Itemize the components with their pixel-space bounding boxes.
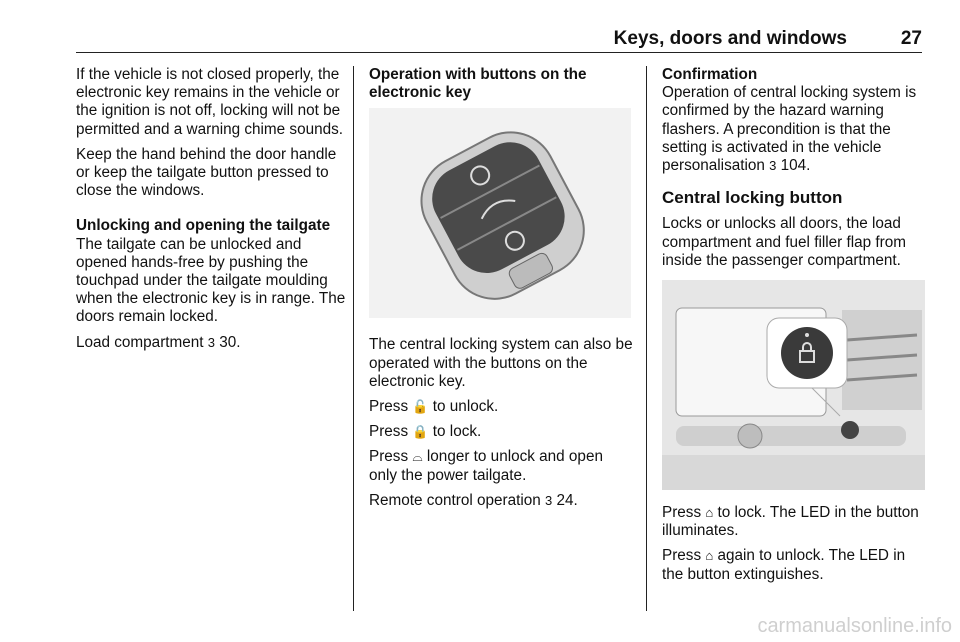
column-3 — [662, 66, 928, 591]
reference-arrow-icon: 3 — [769, 158, 777, 174]
paragraph: Operation of central locking system is confirmed by the hazard warning flashers. A precondition is that the setting is activated in the vehicle personalisation 3 104. — [662, 84, 917, 175]
paragraph: Press ⌂ again to unlock. The LED in the button extinguishes. — [662, 547, 906, 583]
reference-arrow-icon: 3 — [545, 492, 553, 508]
section-heading: Central locking button — [662, 188, 843, 208]
paragraph: Keep the hand behind the door handle or keep the tailgate button pressed to close the windows. — [76, 145, 337, 200]
paragraph: Remote control operation 3 24. — [369, 491, 578, 509]
central-lock-icon: ⌂ — [705, 505, 714, 521]
subheading: Confirmation — [662, 66, 758, 83]
car-tailgate-icon: ⌓ — [412, 449, 423, 465]
paragraph: The tailgate can be unlocked and opened hands-free by pushing the touchpad under the tailgate moulding when the electronic key is in range. The doors remain locked. — [76, 235, 346, 326]
subheading: Unlocking and opening the tailgate — [76, 217, 331, 235]
central-lock-icon: ⌂ — [705, 548, 714, 564]
unlock-icon: 🔓 — [412, 399, 429, 415]
column-divider — [353, 66, 354, 611]
electronic-key-illustration — [369, 108, 631, 318]
lock-icon: 🔒 — [412, 424, 429, 440]
column-2 — [369, 66, 635, 517]
page-header — [76, 28, 922, 53]
dashboard-lock-button-illustration — [662, 280, 925, 490]
paragraph: Load compartment 3 30. — [76, 333, 241, 351]
paragraph: Press ⌂ to lock. The LED in the button illuminates. — [662, 504, 919, 540]
page-number: 27 — [900, 28, 922, 49]
paragraph: Press 🔒 to lock. — [369, 423, 482, 441]
column-divider — [646, 66, 647, 611]
paragraph: Press 🔓 to unlock. — [369, 398, 499, 416]
paragraph: The central locking system can also be operated with the buttons on the electronic key. — [369, 336, 633, 390]
paragraph: Press ⌓ longer to unlock and open only the power tailgate. — [369, 448, 603, 484]
paragraph: Locks or unlocks all doors, the load compartment and fuel filler flap from inside the passenger compartment. — [662, 215, 907, 269]
section-title: Keys, doors and windows — [613, 28, 847, 49]
reference-arrow-icon: 3 — [207, 334, 216, 350]
column-1 — [76, 66, 346, 359]
subheading: Operation with buttons on the electronic key — [369, 66, 587, 102]
watermark: carmanualsonline.info — [757, 615, 952, 637]
paragraph: If the vehicle is not closed properly, the electronic key remains in the vehicle or the ignition is not off, locking will not be permitted and a warning chime sounds. — [76, 66, 343, 138]
